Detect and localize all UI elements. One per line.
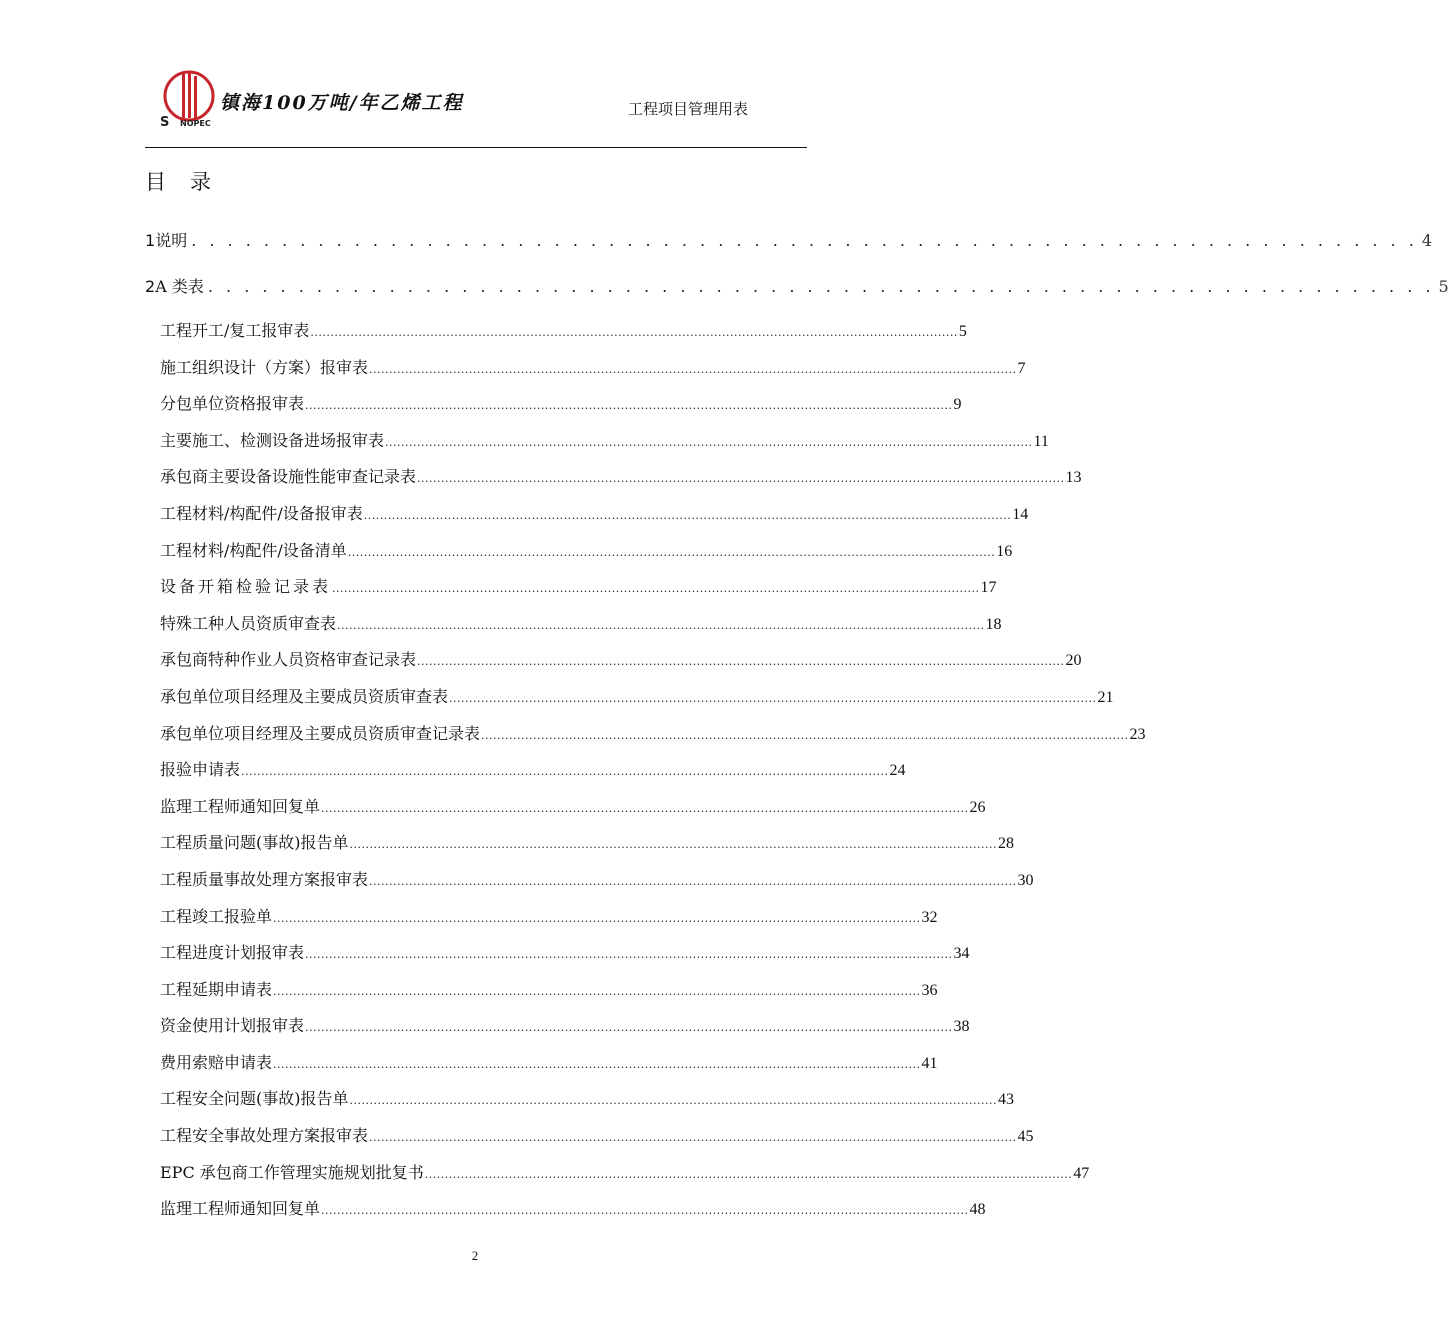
toc-entry-page: 18 [985, 615, 1002, 633]
toc-leader: .................................................................................................................................................................. [424, 1167, 1073, 1181]
project-title: 镇海100万吨/年乙烯工程 [220, 92, 464, 114]
toc-entry-top[interactable] [145, 228, 1432, 254]
toc-entry[interactable] [160, 355, 1026, 392]
toc-leader: .................................................................................................................................................................. [310, 326, 958, 339]
toc-entry[interactable] [160, 940, 970, 977]
sinopec-logo [158, 68, 220, 130]
toc-entry-page: 5 [958, 323, 967, 340]
toc-entry[interactable] [160, 391, 962, 428]
toc-entry[interactable] [160, 538, 1013, 575]
toc-entry-label: A 类表 [155, 277, 204, 296]
toc-entry-label: 工程安全事故处理方案报审表 [160, 1126, 369, 1146]
toc-leader: .................................................................................................................................................................. [347, 545, 996, 559]
page-number: 2 [471, 1248, 479, 1263]
toc-leader: .................................................................................................................................................................. [332, 582, 980, 596]
page-header [150, 60, 806, 148]
toc-entry-label: 分包单位资格报审表 [160, 394, 305, 414]
toc-entry-label: 工程质量事故处理方案报审表 [160, 869, 369, 889]
toc-entry-label: 承包商特种作业人员资格审查记录表 [160, 650, 417, 670]
toc-entry-page: 36 [921, 981, 938, 999]
toc-entry-page: 43 [997, 1091, 1014, 1109]
toc-leader: .................................................................................................................................................................. [349, 1094, 997, 1108]
toc-leader: .................................................................................................................................................................. [385, 435, 1033, 449]
toc-leader: . . . . . . . . . . . . . . . . . . . . . . . . . . . . . . . . . . . . . . . . . . . . . . . . . . . . . . . . . . . . . . . . . . . . [191, 231, 1418, 250]
toc-entry[interactable] [160, 684, 1114, 721]
toc-entry-label: 设备开箱检验记录表 [160, 577, 332, 597]
toc-entry-page: 32 [921, 908, 938, 926]
toc-entry-page: 9 [953, 396, 962, 414]
toc-entry-label: 费用索赔申请表 [160, 1052, 273, 1072]
toc-list [160, 318, 1146, 1233]
document-type: 工程项目管理用表 [627, 100, 748, 118]
header-divider [145, 147, 807, 148]
toc-entry-label: 说明 [155, 231, 188, 250]
toc-leader: .................................................................................................................................................................. [273, 911, 921, 925]
toc-entry-page: 17 [980, 579, 997, 597]
toc-entry-label: 监理工程师通知回复单 [160, 1199, 321, 1219]
toc-entry-page: 13 [1065, 469, 1082, 487]
toc-entry-page: 41 [921, 1054, 938, 1072]
toc-leader: .................................................................................................................................................................. [321, 1204, 969, 1218]
svg-text:S: S [160, 115, 170, 130]
toc-entry-label: 承包单位项目经理及主要成员资质审查表 [160, 686, 449, 706]
toc-entry-page: 14 [1012, 505, 1029, 523]
toc-entry[interactable] [160, 464, 1082, 501]
toc-entry-page: 38 [953, 1018, 970, 1036]
toc-entry-label: 工程质量问题(事故)报告单 [160, 833, 349, 853]
toc-entry-page: 30 [1017, 871, 1034, 889]
toc-entry[interactable] [160, 1123, 1034, 1160]
toc-entry-page: 5 [1438, 277, 1449, 296]
toc-leader: .................................................................................................................................................................. [369, 362, 1017, 376]
toc-leader: .................................................................................................................................................................. [305, 1021, 953, 1035]
toc-entry-page: 28 [997, 835, 1014, 853]
toc-entry-number: 2 [145, 277, 156, 296]
toc-entry[interactable] [160, 1196, 986, 1233]
toc-entry-label: 工程材料/构配件/设备清单 [160, 540, 347, 560]
toc-entry[interactable] [160, 501, 1029, 538]
toc-entry-page: 23 [1129, 725, 1146, 743]
toc-entry-page: 21 [1097, 688, 1114, 706]
toc-leader: .................................................................................................................................................................. [369, 1131, 1017, 1145]
toc-entry-label: 监理工程师通知回复单 [160, 796, 321, 816]
toc-leader: .................................................................................................................................................................. [449, 691, 1097, 705]
toc-entry-label: 特殊工种人员资质审查表 [160, 613, 337, 633]
toc-leader: .................................................................................................................................................................. [305, 399, 953, 413]
toc-entry[interactable] [160, 904, 938, 941]
toc-entry[interactable] [160, 647, 1082, 684]
toc-heading: 目录 [145, 170, 235, 194]
toc-entry-top[interactable] [145, 274, 1449, 300]
toc-entry-page: 24 [889, 762, 906, 780]
toc-entry-page: 34 [953, 945, 970, 963]
toc-entry[interactable] [160, 867, 1034, 904]
toc-entry-label: 工程开工/复工报审表 [160, 321, 310, 340]
toc-entry-label: EPC 承包商工作管理实施规划批复书 [160, 1162, 424, 1182]
toc-entry[interactable] [160, 1013, 970, 1050]
toc-leader: .................................................................................................................................................................. [273, 984, 921, 998]
toc-entry-label: 工程进度计划报审表 [160, 943, 305, 963]
toc-entry-label: 施工组织设计（方案）报审表 [160, 357, 369, 377]
toc-entry-page: 16 [996, 542, 1013, 560]
toc-leader: .................................................................................................................................................................. [273, 1057, 921, 1071]
toc-entry-page: 47 [1073, 1164, 1090, 1182]
toc-entry-page: 48 [969, 1201, 986, 1219]
toc-entry-label: 承包单位项目经理及主要成员资质审查记录表 [160, 723, 481, 743]
toc-leader: .................................................................................................................................................................. [417, 472, 1065, 486]
toc-leader: .................................................................................................................................................................. [349, 838, 997, 852]
toc-entry[interactable] [160, 721, 1146, 758]
toc-leader: .................................................................................................................................................................. [417, 655, 1065, 669]
toc-entry-label: 工程竣工报验单 [160, 906, 273, 926]
toc-entry-label: 工程安全问题(事故)报告单 [160, 1089, 349, 1109]
toc-leader: .................................................................................................................................................................. [305, 948, 953, 962]
toc-leader: .................................................................................................................................................................. [241, 765, 889, 779]
toc-entry[interactable] [160, 318, 967, 355]
toc-entry-label: 承包商主要设备设施性能审查记录表 [160, 467, 417, 487]
toc-leader: .................................................................................................................................................................. [321, 801, 969, 815]
toc-leader: .................................................................................................................................................................. [363, 508, 1012, 522]
toc-entry-label: 工程材料/构配件/设备报审表 [160, 503, 363, 523]
toc-entry[interactable] [160, 977, 938, 1014]
toc-leader: . . . . . . . . . . . . . . . . . . . . . . . . . . . . . . . . . . . . . . . . . . . . . . . . . . . . . . . . . . . . . . . . . . . . [207, 277, 1435, 296]
toc-entry-page: 26 [969, 798, 986, 816]
toc-entry-label: 主要施工、检测设备进场报审表 [160, 430, 385, 450]
svg-text:NOPEC: NOPEC [180, 119, 211, 128]
toc-entry[interactable] [160, 830, 1014, 867]
toc-entry[interactable] [160, 1086, 1014, 1123]
toc-entry[interactable] [160, 1050, 938, 1087]
toc-entry-page: 20 [1065, 652, 1082, 670]
toc-entry-number: 1 [145, 231, 156, 250]
toc-entry-page: 7 [1017, 359, 1026, 377]
toc-entry-label: 工程延期申请表 [160, 979, 273, 999]
toc-leader: .................................................................................................................................................................. [369, 874, 1017, 888]
toc-entry[interactable] [160, 757, 906, 794]
toc-entry[interactable] [160, 611, 1002, 648]
toc-entry-page: 4 [1421, 231, 1432, 250]
toc-entry-page: 11 [1033, 432, 1049, 450]
toc-entry-label: 报验申请表 [160, 760, 241, 780]
toc-entry-page: 45 [1017, 1128, 1034, 1146]
toc-leader: .................................................................................................................................................................. [337, 618, 985, 632]
toc-leader: .................................................................................................................................................................. [481, 728, 1129, 742]
toc-entry[interactable] [160, 574, 997, 611]
toc-entry[interactable] [160, 1160, 1090, 1197]
toc-entry-label: 资金使用计划报审表 [160, 1016, 305, 1036]
toc-entry[interactable] [160, 428, 1049, 465]
toc-entry[interactable] [160, 794, 986, 831]
